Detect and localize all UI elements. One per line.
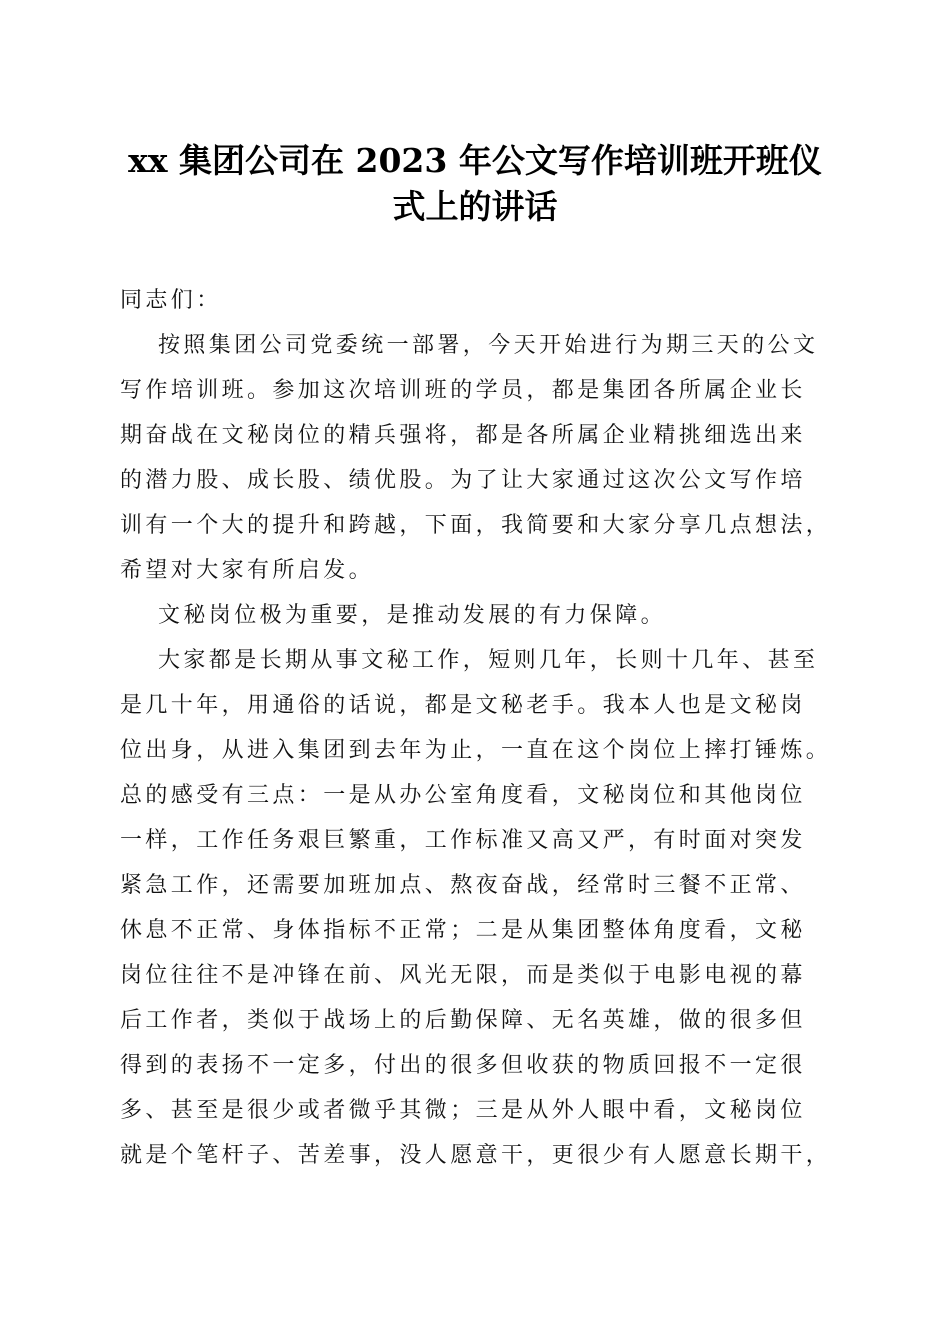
- paragraph-line: 后工作者，类似于战场上的后勤保障、无名英雄，做的很多但: [120, 1008, 806, 1033]
- paragraph-line: 期奋战在文秘岗位的精兵强将，都是各所属企业精挑细选出来: [120, 423, 806, 448]
- paragraph-line: 训有一个大的提升和跨越，下面，我简要和大家分享几点想法，: [120, 513, 832, 538]
- paragraph-line: 得到的表扬不一定多，付出的很多但收获的物质回报不一定很: [120, 1053, 806, 1078]
- paragraph-line: 休息不正常、身体指标不正常；二是从集团整体角度看，文秘: [120, 918, 806, 943]
- paragraph-line: 的潜力股、成长股、绩优股。为了让大家通过这次公文写作培: [120, 468, 806, 493]
- paragraph-line: 位出身，从进入集团到去年为止，一直在这个岗位上摔打锤炼。: [120, 738, 832, 763]
- paragraph-line: 大家都是长期从事文秘工作，短则几年，长则十几年、甚至: [158, 648, 819, 673]
- paragraph-line: 总的感受有三点：一是从办公室角度看，文秘岗位和其他岗位: [120, 783, 806, 808]
- section-heading: 文秘岗位极为重要，是推动发展的有力保障。: [158, 603, 667, 628]
- paragraph-line: 按照集团公司党委统一部署，今天开始进行为期三天的公文: [158, 333, 819, 358]
- document-body: [120, 278, 840, 1178]
- paragraph-line: 岗位往往不是冲锋在前、风光无限，而是类似于电影电视的幕: [120, 963, 806, 988]
- paragraph-line: 希望对大家有所启发。: [120, 558, 375, 583]
- title-line-1: xx 集团公司在 2023 年公文写作培训班开班仪: [128, 141, 822, 180]
- paragraph-line: 是几十年，用通俗的话说，都是文秘老手。我本人也是文秘岗: [120, 693, 806, 718]
- paragraph-line: 写作培训班。参加这次培训班的学员，都是集团各所属企业长: [120, 378, 806, 403]
- paragraph-line: 一样，工作任务艰巨繁重，工作标准又高又严，有时面对突发: [120, 828, 806, 853]
- paragraph-line: 多、甚至是很少或者微乎其微；三是从外人眼中看，文秘岗位: [120, 1098, 806, 1123]
- salutation: 同志们：: [120, 288, 222, 313]
- paragraph-line: 就是个笔杆子、苦差事，没人愿意干，更很少有人愿意长期干，: [120, 1143, 832, 1168]
- title-line-2: 式上的讲话: [392, 187, 558, 226]
- document-title: [100, 138, 850, 230]
- paragraph-line: 紧急工作，还需要加班加点、熬夜奋战，经常时三餐不正常、: [120, 873, 806, 898]
